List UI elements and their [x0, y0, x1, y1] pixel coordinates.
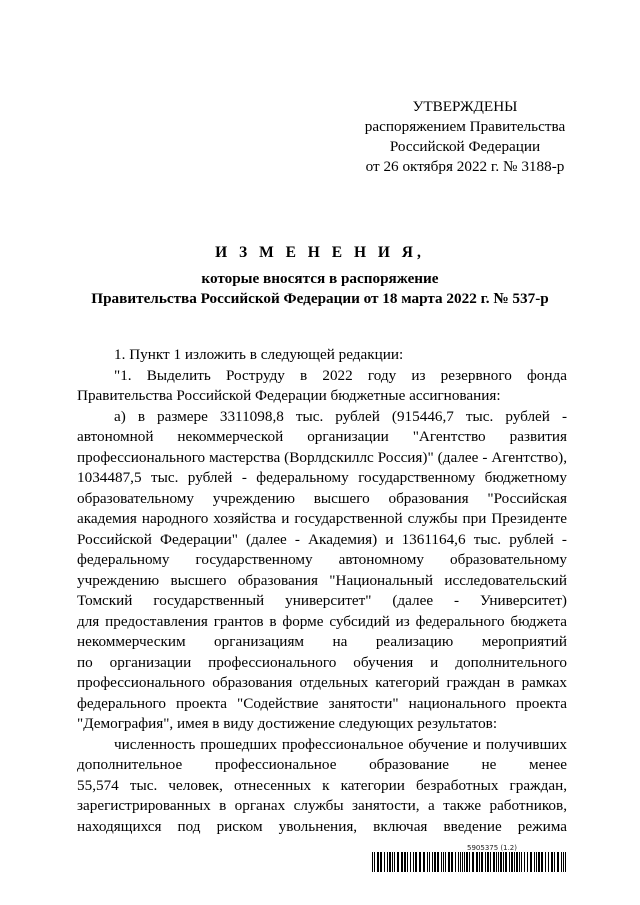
subtitle-line: которые вносятся в распоряжение	[201, 270, 439, 287]
approval-line: Российской Федерации	[389, 138, 541, 155]
approval-stamp	[340, 97, 590, 177]
document-subtitle	[30, 269, 610, 309]
body-line: профессионального образования отдельных категорий граждан в рамках	[77, 674, 567, 691]
body-line: для предоставления грантов в форме субсидий из федерального бюджета	[77, 612, 567, 630]
body-line: "Демография", имея в виду достижение следующих результатов:	[77, 715, 498, 732]
approval-line: распоряжением Правительства	[364, 118, 566, 135]
body-line: по организации профессионального обучения и дополнительного	[77, 653, 567, 671]
body-line: учреждению высшего образования "Национальный исследовательский	[77, 571, 567, 589]
body-line: дополнительное профессиональное образование не менее	[77, 756, 567, 773]
subtitle-line: Правительства Российской Федерации от 18 марта 2022 г. № 537-р	[91, 290, 549, 307]
body-line: Томский государственный университет" (далее - Университет)	[77, 592, 567, 609]
document-title: И З М Е Н Е Н И Я,	[215, 244, 425, 261]
body-line: профессионального мастерства (Ворлдскиллс Россия)" (далее - Агентство),	[77, 448, 567, 466]
approval-line: от 26 октября 2022 г. № 3188-р	[365, 158, 565, 175]
body-line: "1. Выделить Роструду в 2022 году из резервного фонда	[114, 366, 567, 384]
body-line: численность прошедших профессиональное обучение и получивших	[114, 735, 567, 753]
approval-line: УТВЕРЖДЕНЫ	[412, 98, 518, 115]
body-line: а) в размере 3311098,8 тыс. рублей (915446,7 тыс. рублей -	[114, 407, 567, 425]
body-line: находящихся под риском увольнения, включая введение режима	[77, 817, 567, 835]
barcode-image	[372, 852, 566, 872]
document-body	[77, 345, 567, 837]
body-line: Правительства Российской Федерации бюджетные ассигнования:	[77, 387, 501, 404]
body-line: зарегистрированных в органах службы занятости, а также работников,	[77, 797, 567, 814]
body-line: 1. Пункт 1 изложить в следующей редакции:	[114, 346, 404, 363]
body-line: образовательному учреждению высшего образования "Российская	[77, 489, 567, 507]
body-line: федеральному государственному автономному образовательному	[77, 551, 567, 568]
body-line: академия народного хозяйства и государственной службы при Президенте	[77, 510, 567, 527]
body-line: некоммерческим организациям на реализацию мероприятий	[77, 633, 567, 650]
barcode-number: 5905375 (1.2)	[467, 844, 517, 852]
body-line: 55,574 тыс. человек, отнесенных к категории безработных граждан,	[77, 776, 567, 794]
body-line: автономной некоммерческой организации "Агентство развития	[77, 428, 567, 445]
body-line: федерального проекта "Содействие занятости" национального проекта	[77, 694, 567, 712]
body-line: 1034487,5 тыс. рублей - федеральному государственному бюджетному	[77, 469, 567, 486]
body-line: Российской Федерации" (далее - Академия) и 1361164,6 тыс. рублей -	[77, 530, 567, 548]
